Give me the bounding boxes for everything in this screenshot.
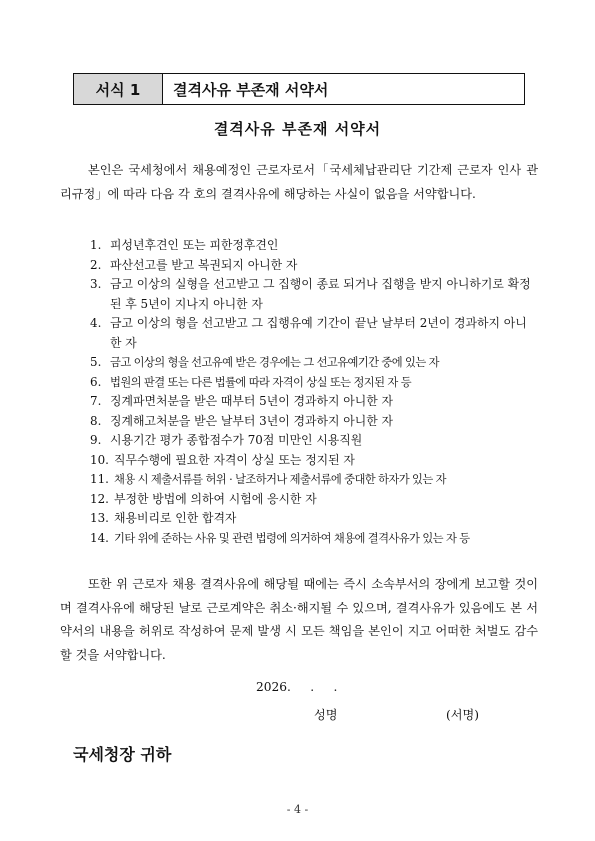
item-number: 7. [90, 394, 102, 408]
list-item [90, 373, 535, 393]
signature-mark: (서명) [446, 708, 480, 722]
item-text: 채용 시 제출서류를 허위 · 날조하거나 제출서류에 중대한 하자가 있는 자 [114, 473, 446, 486]
item-text: 법원의 판결 또는 다른 법률에 따라 자격이 상실 또는 정지된 자 등 [110, 375, 412, 389]
item-number: 8. [90, 413, 102, 428]
signature-name-label: 성명 [314, 708, 338, 722]
document-title: 결격사유 부존재 서약서 [213, 120, 382, 138]
item-number: 6. [90, 374, 102, 389]
item-text: 피성년후견인 또는 피한정후견인 [110, 238, 279, 252]
disqualification-list [90, 236, 535, 548]
item-number: 2. [90, 257, 102, 272]
item-number: 10. [90, 452, 109, 467]
form-name: 결격사유 부존재 서약서 [173, 80, 329, 99]
closing-paragraph: 또한 위 근로자 채용 결격사유에 해당될 때에는 즉시 소속부서의 장에게 보고할 것이며 결격사유에 해당된 날로 근로계약은 취소·해지될 수 있으며, 결격사유가 있음에도 본 서약서의 내용을 허위로 작성하여 문제 발생 시 모든 책임을 본인이 지고 어떠한 처벌도 감수할 것을 서약합니다. [60, 577, 538, 662]
page-number: - 4 - [286, 803, 309, 816]
list-item [90, 392, 535, 412]
list-item [90, 490, 535, 510]
item-text: 부정한 방법에 의하여 시험에 응시한 자 [114, 491, 317, 506]
item-number: 14. [90, 530, 109, 545]
intro-paragraph: 본인은 국세청에서 채용예정인 근로자로서「국세체납관리단 기간제 근로자 인사 관리규정」에 따라 다음 각 호의 결격사유에 해당하는 사실이 없음을 서약합니다. [60, 163, 538, 201]
item-text: 금고 이상의 형을 선고받고 그 집행유예 기간이 끝난 날부터 2년이 경과하지 아니한 자 [110, 316, 527, 350]
list-item [90, 412, 535, 432]
list-item [90, 256, 535, 276]
list-item [90, 509, 535, 529]
item-text: 파산선고를 받고 복권되지 아니한 자 [110, 257, 298, 272]
item-number: 9. [90, 433, 102, 447]
date-line: 2026. . . [256, 680, 338, 694]
addressee: 국세청장 귀하 [73, 745, 172, 764]
item-text: 금고 이상의 형을 선고유예 받은 경우에는 그 선고유예기간 중에 있는 자 [110, 356, 439, 369]
list-item [90, 431, 535, 451]
list-item [90, 529, 535, 549]
item-number: 11. [90, 472, 109, 486]
list-item [90, 314, 535, 353]
list-item [90, 353, 535, 373]
list-item [90, 275, 535, 314]
item-number: 4. [90, 316, 102, 330]
list-item [90, 236, 535, 256]
item-number: 12. [90, 491, 109, 506]
item-text: 채용비리로 인한 합격자 [114, 511, 237, 525]
list-item [90, 470, 535, 490]
item-number: 1. [90, 238, 102, 252]
list-item [90, 451, 535, 471]
item-text: 징계해고처분을 받은 날부터 3년이 경과하지 아니한 자 [110, 413, 393, 428]
item-number: 13. [90, 511, 109, 525]
item-number: 3. [90, 277, 102, 291]
item-number: 5. [90, 355, 102, 369]
form-code: 서식 1 [74, 74, 163, 104]
item-text: 시용기간 평가 종합점수가 70점 미만인 시용직원 [110, 433, 363, 447]
item-text: 기타 위에 준하는 사유 및 관련 법령에 의거하여 채용에 결격사유가 있는 자 등 [114, 531, 470, 545]
form-header [73, 73, 525, 105]
item-text: 금고 이상의 실형을 선고받고 그 집행이 종료 되거나 집행을 받지 아니하기로 확정된 후 5년이 지나지 아니한 자 [110, 277, 531, 311]
item-text: 징계파면처분을 받은 때부터 5년이 경과하지 아니한 자 [110, 394, 393, 408]
item-text: 직무수행에 필요한 자격이 상실 또는 정지된 자 [114, 452, 355, 467]
